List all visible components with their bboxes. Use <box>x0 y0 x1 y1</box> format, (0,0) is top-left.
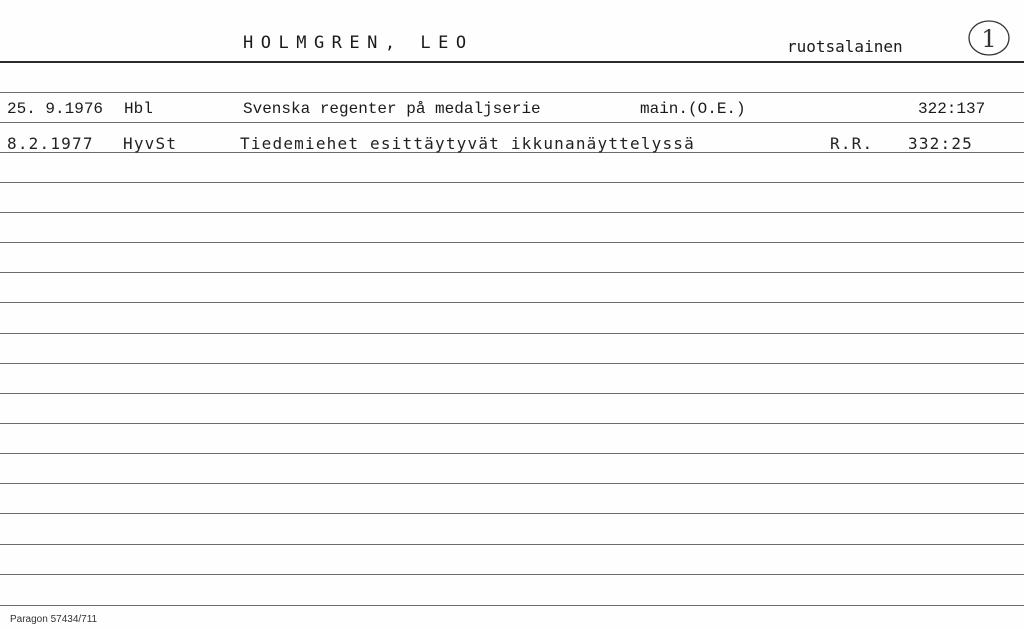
card-print-code: Paragon 57434/711 <box>10 614 98 625</box>
ruled-line <box>0 272 1024 273</box>
entry-title: Svenska regenter på medaljserie <box>243 100 541 118</box>
entry-note: R.R. <box>830 134 874 153</box>
ruled-line <box>0 242 1024 243</box>
entry-title: Tiedemiehet esittäytyvät ikkunanäyttelyssä <box>240 134 695 153</box>
ruled-line <box>0 393 1024 394</box>
ruled-line <box>0 122 1024 123</box>
ruled-line <box>0 302 1024 303</box>
ruled-line <box>0 513 1024 514</box>
ruled-line <box>0 363 1024 364</box>
entry-date: 25. 9.1976 <box>7 100 104 118</box>
entry-source: HyvSt <box>123 134 178 153</box>
entry-ref: 332:25 <box>908 134 973 153</box>
card-number: 1 <box>981 25 997 53</box>
entry-note: main.(O.E.) <box>640 100 746 118</box>
header-rule <box>0 61 1024 63</box>
entry-source: Hbl <box>124 100 153 118</box>
person-name: HOLMGREN, LEO <box>243 33 474 53</box>
ruled-line <box>0 544 1024 545</box>
entry-date: 8.2.1977 <box>7 134 94 153</box>
ruled-line <box>0 92 1024 93</box>
ruled-line <box>0 483 1024 484</box>
ruled-line <box>0 182 1024 183</box>
nationality: ruotsalainen <box>787 37 903 56</box>
ruled-line <box>0 574 1024 575</box>
ruled-line <box>0 333 1024 334</box>
entry-ref: 322:137 <box>918 100 986 118</box>
ruled-line <box>0 423 1024 424</box>
card-number-stamp <box>966 18 1012 58</box>
ruled-line <box>0 605 1024 606</box>
ruled-line <box>0 453 1024 454</box>
ruled-line <box>0 212 1024 213</box>
